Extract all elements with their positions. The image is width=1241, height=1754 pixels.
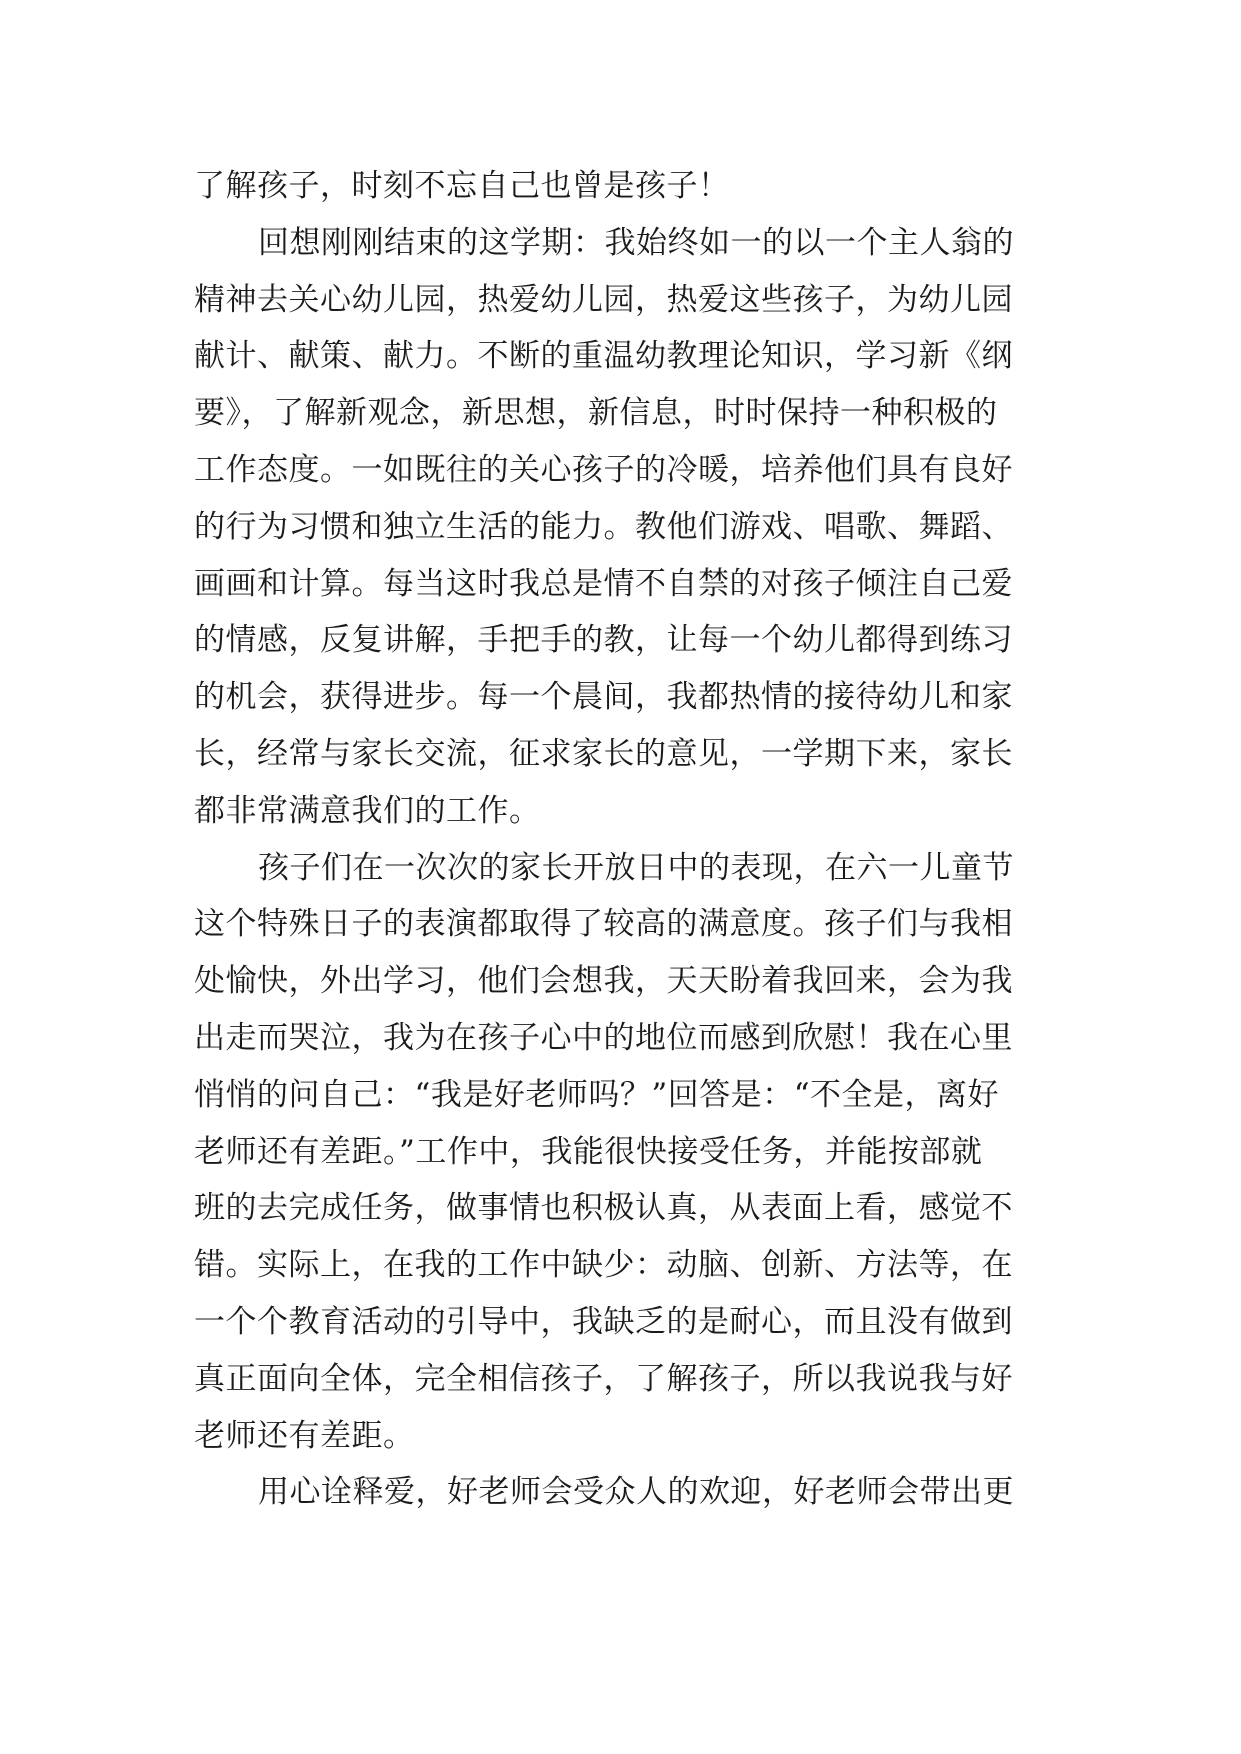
text-line: 献计、献策、献力。不断的重温幼教理论知识，学习新《纲 [194, 338, 1013, 375]
text-line: 画画和计算。每当这时我总是情不自禁的对孩子倾注自己爱 [194, 565, 1013, 602]
text-line: 要》，了解新观念，新思想，新信息，时时保持一种积极的 [194, 395, 998, 432]
text-line: 这个特殊日子的表演都取得了较高的满意度。孩子们与我相 [194, 906, 1013, 943]
text-line: 都非常满意我们的工作。 [194, 792, 541, 829]
text-line: 真正面向全体，完全相信孩子，了解孩子，所以我说我与好 [194, 1360, 1013, 1397]
text-line: 工作态度。一如既往的关心孩子的冷暖，培养他们具有良好 [194, 451, 1013, 488]
text-line: 处愉快，外出学习，他们会想我，天天盼着我回来，会为我 [194, 963, 1013, 1000]
text-line: 回想刚刚结束的这学期：我始终如一的以一个主人翁的 [258, 224, 1014, 261]
text-line: 老师还有差距。 [194, 1417, 415, 1454]
text-line: 精神去关心幼儿园，热爱幼儿园，热爱这些孩子，为幼儿园 [194, 281, 1013, 318]
text-line: 孩子们在一次次的家长开放日中的表现，在六一儿童节 [258, 849, 1014, 886]
text-line: 班的去完成任务，做事情也积极认真，从表面上看，感觉不 [194, 1190, 1013, 1227]
text-line: 的行为习惯和独立生活的能力。教他们游戏、唱歌、舞蹈、 [194, 508, 1013, 545]
text-line: 的情感，反复讲解，手把手的教，让每一个幼儿都得到练习 [194, 622, 1013, 659]
text-line: 出走而哭泣，我为在孩子心中的地位而感到欣慰！我在心里 [194, 1019, 1013, 1056]
body-text [194, 158, 1074, 1521]
text-line: 的机会，获得进步。每一个晨间，我都热情的接待幼儿和家 [194, 679, 1013, 716]
text-line: 长，经常与家长交流，征求家长的意见，一学期下来，家长 [194, 735, 1013, 772]
text-line: 悄悄的问自己：“我是好老师吗？”回答是：“不全是，离好 [194, 1076, 1000, 1113]
paragraph [194, 215, 1074, 840]
text-line: 老师还有差距。”工作中，我能很快接受任务，并能按部就 [194, 1133, 983, 1170]
text-line: 一个个教育活动的引导中，我缺乏的是耐心，而且没有做到 [194, 1303, 1013, 1340]
text-line: 错。实际上，在我的工作中缺少：动脑、创新、方法等，在 [194, 1247, 1013, 1284]
text-line: 用心诠释爱，好老师会受众人的欢迎，好老师会带出更 [258, 1474, 1014, 1511]
paragraph [194, 1464, 1074, 1521]
paragraph [194, 840, 1074, 1465]
paragraph [194, 158, 1074, 215]
text-line: 了解孩子，时刻不忘自己也曾是孩子！ [194, 168, 730, 204]
